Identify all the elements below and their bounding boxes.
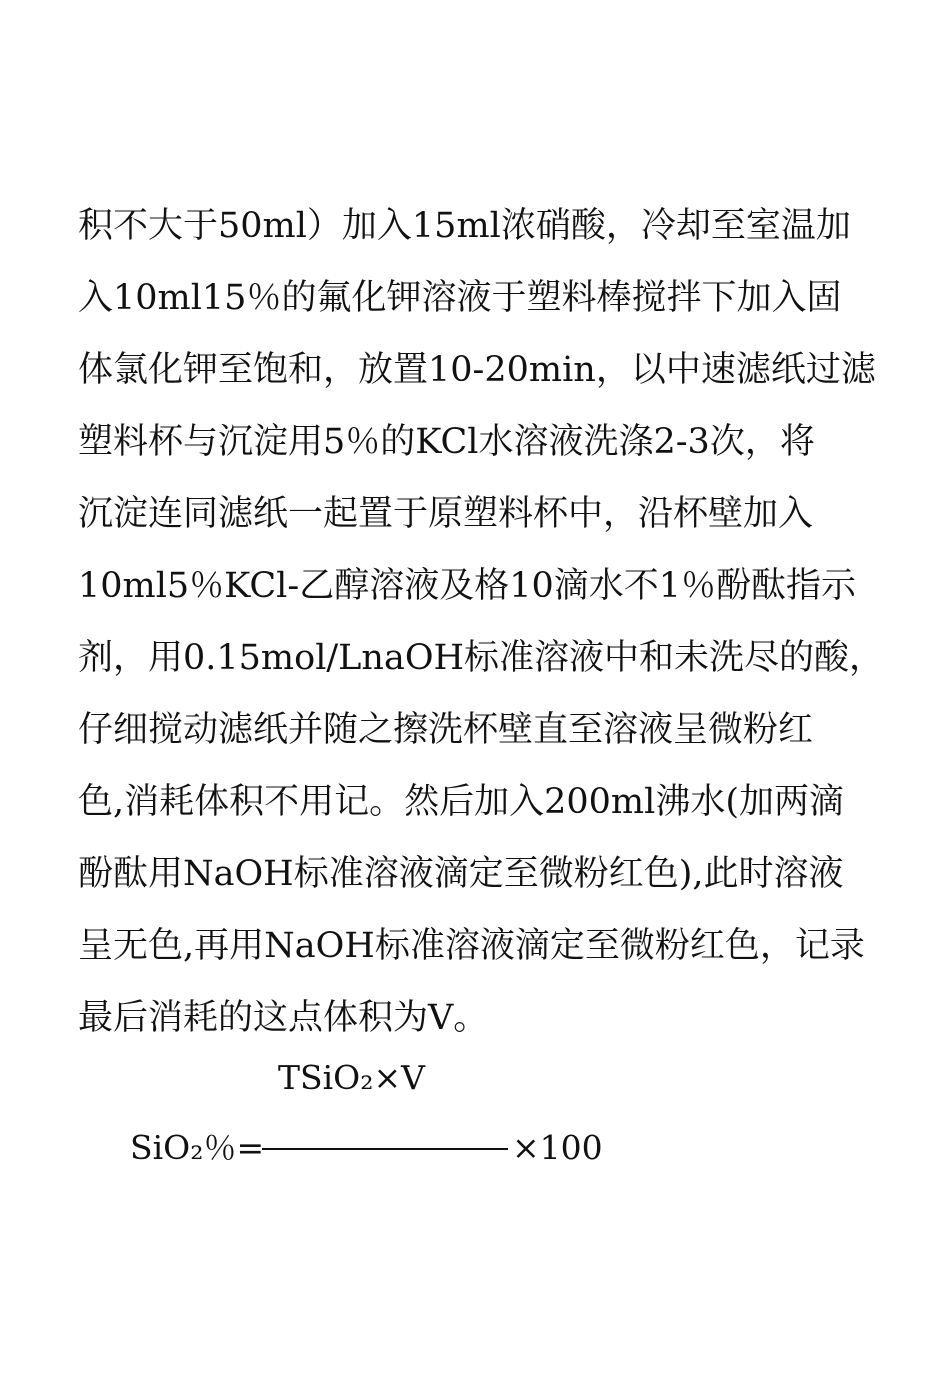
text-line-2: 入10ml15％的氟化钾溶液于塑料棒搅拌下加入固	[78, 278, 842, 318]
text-line-5: 沉淀连同滤纸一起置于原塑料杯中，沿杯壁加入	[78, 494, 814, 534]
text-line-11: 呈无色,再用NaOH标准溶液滴定至微粉红色，记录	[78, 926, 865, 966]
formula-numerator: TSiO₂×V	[278, 1058, 425, 1097]
text-line-12: 最后消耗的这点体积为V。	[78, 998, 489, 1038]
text-line-1: 积不大于50ml）加入15ml浓硝酸，冷却至室温加	[78, 206, 851, 246]
text-line-9: 色,消耗体积不用记。然后加入200ml沸水(加两滴	[78, 782, 844, 822]
formula-multiplier: ×100	[512, 1128, 603, 1167]
text-line-10: 酚酞用NaOH标准溶液滴定至微粉红色),此时溶液	[78, 854, 844, 894]
text-line-3: 体氯化钾至饱和，放置10-20min，以中速滤纸过滤	[78, 350, 876, 390]
text-line-6: 10ml5％KCl-乙醇溶液及格10滴水不1％酚酞指示	[78, 566, 856, 606]
text-line-8: 仔细搅动滤纸并随之擦洗杯壁直至溶液呈微粉红	[78, 710, 814, 750]
fraction-bar	[262, 1148, 508, 1150]
text-line-7: 剂，用0.15mol/LnaOH标准溶液中和未洗尽的酸，	[78, 638, 885, 678]
body-paragraph	[78, 190, 885, 1054]
formula-lhs: SiO₂％=	[130, 1128, 265, 1167]
text-line-4: 塑料杯与沉淀用5％的KCl水溶液洗涤2-3次，将	[78, 422, 815, 462]
